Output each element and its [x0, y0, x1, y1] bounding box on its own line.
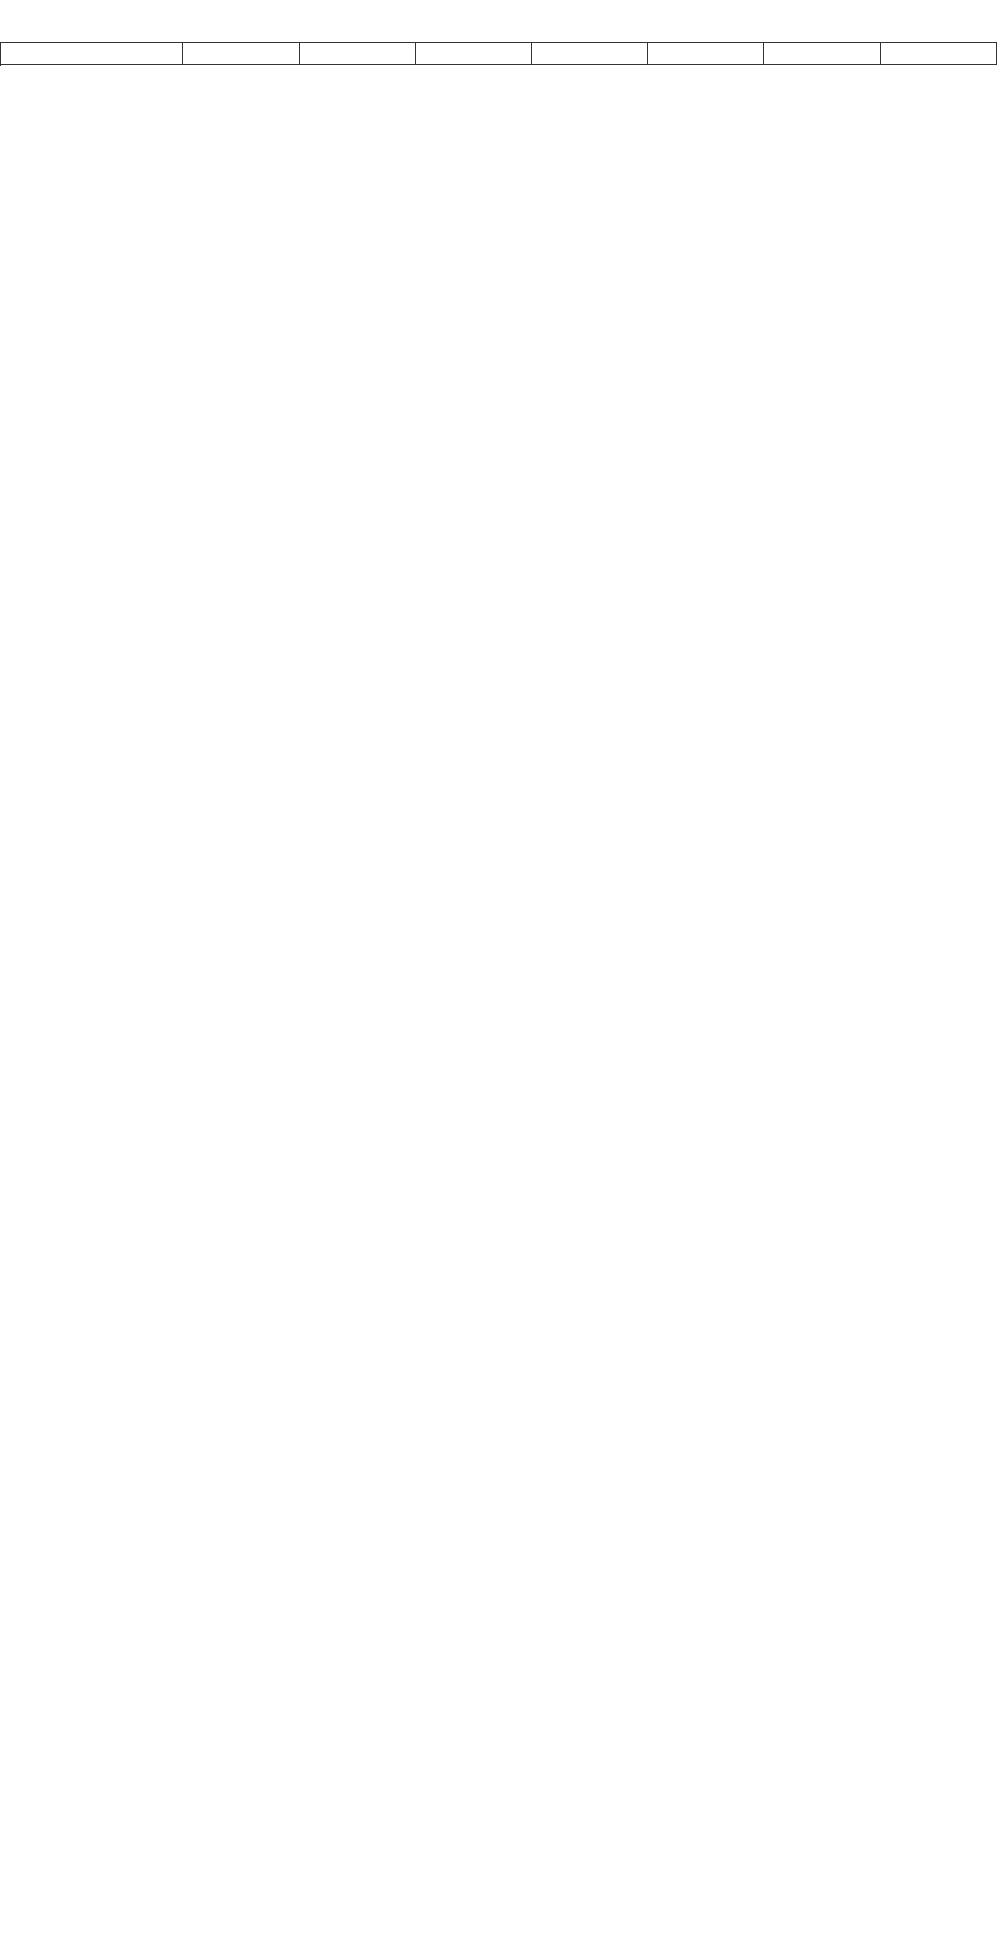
table-body — [1, 43, 997, 65]
header-group — [183, 43, 299, 65]
header-item-label — [1, 43, 183, 65]
header-row-groups — [1, 43, 997, 65]
header-group — [299, 43, 415, 65]
header-group — [415, 43, 531, 65]
header-group — [648, 43, 764, 65]
header-group — [880, 43, 996, 65]
report-title — [0, 0, 1000, 40]
health-report-table — [0, 42, 997, 65]
header-group — [531, 43, 647, 65]
header-group — [764, 43, 880, 65]
